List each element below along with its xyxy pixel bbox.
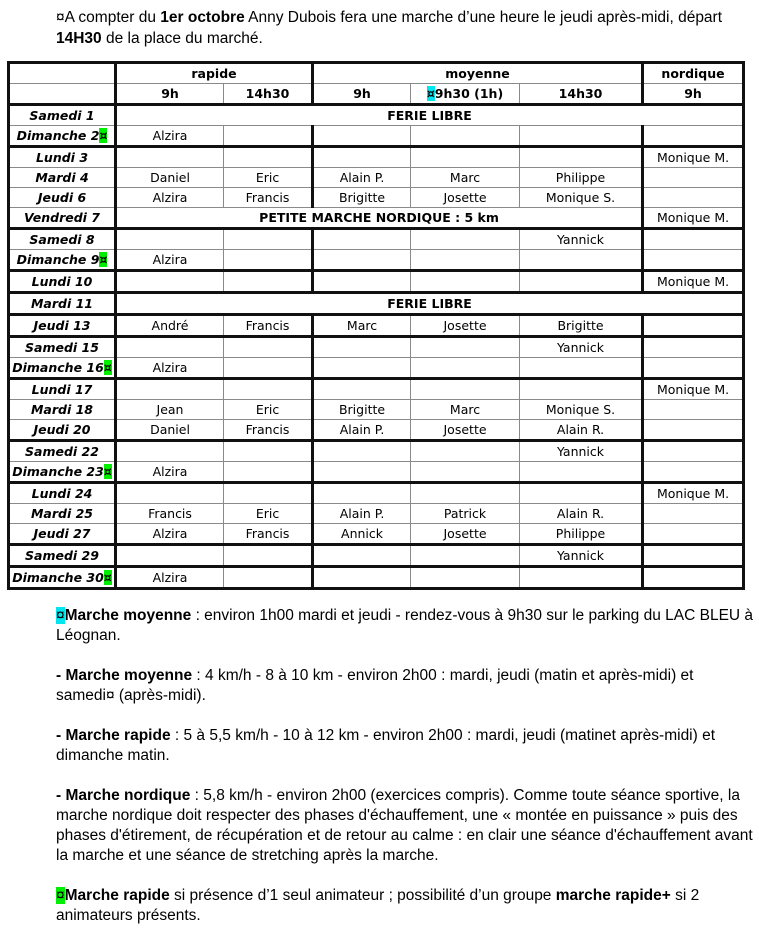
day-cell xyxy=(9,105,116,126)
leader-cell: Monique S. xyxy=(520,188,643,208)
table-row xyxy=(9,229,744,250)
time-header: 9h xyxy=(313,84,411,105)
leader-cell: André xyxy=(116,315,224,337)
leader-cell xyxy=(224,358,313,379)
leader-cell xyxy=(224,250,313,271)
intro-time: 14H30 xyxy=(56,30,102,47)
leader-cell: Yannick xyxy=(520,545,643,567)
day-cell xyxy=(9,567,116,589)
day-label: Lundi 17 xyxy=(31,382,93,397)
note-paragraph xyxy=(56,726,756,766)
leader-cell xyxy=(520,483,643,504)
leader-cell xyxy=(313,462,411,483)
mark-symbol: ¤ xyxy=(56,887,65,904)
day-cell xyxy=(9,337,116,358)
leader-cell: Philippe xyxy=(520,168,643,188)
table-row xyxy=(9,315,744,337)
table-row xyxy=(9,147,744,168)
leader-cell xyxy=(520,126,643,147)
time-header: 9h xyxy=(643,84,744,105)
leader-cell xyxy=(520,250,643,271)
day-label: Jeudi 13 xyxy=(33,318,91,333)
leader-cell: Eric xyxy=(224,168,313,188)
leader-cell xyxy=(411,379,520,400)
note-heading: marche rapide+ xyxy=(555,887,671,904)
leader-cell xyxy=(116,545,224,567)
mark-symbol: ¤ xyxy=(56,607,65,624)
note-heading: - Marche moyenne xyxy=(56,667,193,684)
leader-cell xyxy=(520,379,643,400)
group-header: rapide xyxy=(116,63,313,84)
leader-cell xyxy=(313,147,411,168)
leader-cell xyxy=(520,147,643,168)
day-cell xyxy=(9,358,116,379)
day-cell xyxy=(9,188,116,208)
table-row xyxy=(9,524,744,545)
day-cell xyxy=(9,462,116,483)
day-cell xyxy=(9,271,116,293)
mark-symbol: ¤ xyxy=(426,86,435,101)
table-row xyxy=(9,545,744,567)
day-cell xyxy=(9,483,116,504)
leader-cell: Monique M. xyxy=(643,208,744,229)
table-row xyxy=(9,337,744,358)
leader-cell: Alzira xyxy=(116,462,224,483)
leader-cell xyxy=(643,188,744,208)
table-row xyxy=(9,250,744,271)
leader-cell xyxy=(520,462,643,483)
leader-cell xyxy=(643,441,744,462)
leader-cell xyxy=(643,462,744,483)
leader-cell xyxy=(411,441,520,462)
day-cell xyxy=(9,229,116,250)
event-cell: PETITE MARCHE NORDIQUE : 5 km xyxy=(116,208,643,229)
note-text: : 5,8 km/h - environ 2h00 (exercices compris). Comme toute séance sportive, la marche nordique doit respecter des phases d'échauffement, une « montée en puissance » puis des phases d'étirement, de récupération et de retour au calme : en clair une séance d'échauffement avant la marche et une séance de stretching après la marche. xyxy=(56,787,753,864)
leader-cell: Jean xyxy=(116,400,224,420)
day-cell xyxy=(9,315,116,337)
leader-cell: Brigitte xyxy=(520,315,643,337)
note-paragraph xyxy=(56,886,756,926)
leader-cell xyxy=(116,483,224,504)
leader-cell: Alain P. xyxy=(313,504,411,524)
mark-symbol: ¤ xyxy=(103,570,112,585)
day-label: Mardi 4 xyxy=(35,170,89,185)
leader-cell xyxy=(411,545,520,567)
corner-cell xyxy=(9,84,116,105)
leader-cell: Eric xyxy=(224,504,313,524)
day-label: Lundi 3 xyxy=(35,150,89,165)
leader-cell: Francis xyxy=(224,420,313,441)
day-label: Mardi 18 xyxy=(30,402,94,417)
note-text: : environ 1h00 mardi et jeudi - rendez-vous à 9h30 sur le parking du LAC BLEU à Léognan. xyxy=(56,607,754,644)
time-header: 14h30 xyxy=(224,84,313,105)
day-cell xyxy=(9,524,116,545)
leader-cell xyxy=(643,250,744,271)
leader-cell xyxy=(313,271,411,293)
leader-cell xyxy=(116,441,224,462)
leader-cell xyxy=(520,567,643,589)
table-row xyxy=(9,462,744,483)
leader-cell xyxy=(643,400,744,420)
day-label: Samedi 8 xyxy=(29,232,95,247)
leader-cell xyxy=(643,126,744,147)
leader-cell: Alzira xyxy=(116,188,224,208)
leader-cell xyxy=(643,524,744,545)
leader-cell xyxy=(224,545,313,567)
leader-cell xyxy=(411,147,520,168)
leader-cell xyxy=(224,126,313,147)
leader-cell xyxy=(313,358,411,379)
corner-cell xyxy=(9,63,116,84)
mark-symbol: ¤ xyxy=(99,252,108,267)
day-cell xyxy=(9,147,116,168)
table-row xyxy=(9,168,744,188)
table-row xyxy=(9,567,744,589)
day-label: Dimanche 16 xyxy=(12,360,104,375)
note-paragraph xyxy=(56,786,756,866)
intro-text: A compter du xyxy=(64,9,161,26)
leader-cell: Josette xyxy=(411,188,520,208)
leader-cell xyxy=(643,229,744,250)
day-label: Jeudi 20 xyxy=(33,422,91,437)
leader-cell xyxy=(116,229,224,250)
note-heading: Marche rapide xyxy=(64,887,170,904)
day-label: Samedi 22 xyxy=(25,444,99,459)
leader-cell: Alzira xyxy=(116,524,224,545)
leader-cell: Josette xyxy=(411,420,520,441)
intro-text: Anny Dubois fera une marche d’une heure le jeudi après-midi, départ xyxy=(244,9,723,26)
leader-cell xyxy=(313,483,411,504)
leader-cell xyxy=(411,358,520,379)
leader-cell xyxy=(224,229,313,250)
time-header: 14h30 xyxy=(520,84,643,105)
mark-symbol: ¤ xyxy=(56,9,65,26)
day-label: Dimanche 2 xyxy=(16,128,100,143)
leader-cell xyxy=(411,337,520,358)
mark-symbol: ¤ xyxy=(103,464,112,479)
leader-cell: Monique M. xyxy=(643,379,744,400)
leader-cell xyxy=(520,358,643,379)
leader-cell xyxy=(116,337,224,358)
table-row xyxy=(9,293,744,315)
intro-text: de la place du marché. xyxy=(101,30,263,47)
table-row xyxy=(9,188,744,208)
leader-cell xyxy=(411,126,520,147)
day-label: Jeudi 27 xyxy=(33,526,91,541)
time-header-label: 9h30 (1h) xyxy=(434,86,504,101)
note-paragraph xyxy=(56,606,756,646)
day-cell xyxy=(9,504,116,524)
day-label: Samedi 29 xyxy=(25,548,99,563)
leader-cell xyxy=(643,358,744,379)
leader-cell: Brigitte xyxy=(313,400,411,420)
leader-cell: Brigitte xyxy=(313,188,411,208)
day-cell xyxy=(9,420,116,441)
leader-cell xyxy=(116,379,224,400)
leader-cell: Marc xyxy=(313,315,411,337)
leader-cell: Patrick xyxy=(411,504,520,524)
group-header: moyenne xyxy=(313,63,643,84)
leader-cell xyxy=(224,271,313,293)
mark-symbol: ¤ xyxy=(99,128,108,143)
leader-cell: Francis xyxy=(224,188,313,208)
table-row xyxy=(9,208,744,229)
leader-cell xyxy=(313,337,411,358)
leader-cell: Eric xyxy=(224,400,313,420)
leader-cell xyxy=(313,229,411,250)
leader-cell xyxy=(224,147,313,168)
leader-cell: Alain R. xyxy=(520,420,643,441)
leader-cell: Daniel xyxy=(116,168,224,188)
leader-cell xyxy=(411,483,520,504)
day-label: Lundi 10 xyxy=(31,274,93,289)
time-header xyxy=(411,84,520,105)
leader-cell: Yannick xyxy=(520,229,643,250)
time-header-row xyxy=(9,84,744,105)
leader-cell xyxy=(643,168,744,188)
day-cell xyxy=(9,379,116,400)
table-row xyxy=(9,420,744,441)
table-row xyxy=(9,126,744,147)
day-label: Samedi 15 xyxy=(25,340,99,355)
table-row xyxy=(9,441,744,462)
leader-cell xyxy=(313,545,411,567)
leader-cell: Annick xyxy=(313,524,411,545)
mark-symbol: ¤ xyxy=(103,360,112,375)
group-header-row xyxy=(9,63,744,84)
day-cell xyxy=(9,441,116,462)
table-row xyxy=(9,400,744,420)
table-row xyxy=(9,358,744,379)
leader-cell: Monique M. xyxy=(643,147,744,168)
table-row xyxy=(9,105,744,126)
leader-cell xyxy=(116,147,224,168)
holiday-cell: FERIE LIBRE xyxy=(116,293,744,315)
note-text: si 2 animateurs présents. xyxy=(56,887,700,924)
intro-date: 1er octobre xyxy=(160,9,245,26)
leader-cell xyxy=(643,315,744,337)
leader-cell: Alain R. xyxy=(520,504,643,524)
day-cell xyxy=(9,545,116,567)
group-header: nordique xyxy=(643,63,744,84)
leader-cell xyxy=(643,504,744,524)
leader-cell: Alain P. xyxy=(313,420,411,441)
day-cell xyxy=(9,208,116,229)
note-text: : 4 km/h - 8 à 10 km - environ 2h00 : mardi, jeudi (matin et après-midi) et samedi¤ (après-midi). xyxy=(56,667,694,704)
leader-cell xyxy=(411,250,520,271)
leader-cell: Josette xyxy=(411,315,520,337)
leader-cell xyxy=(643,420,744,441)
leader-cell: Marc xyxy=(411,168,520,188)
schedule-table xyxy=(7,61,745,590)
leader-cell xyxy=(313,567,411,589)
note-paragraph xyxy=(56,666,756,706)
day-label: Dimanche 23 xyxy=(12,464,104,479)
leader-cell: Josette xyxy=(411,524,520,545)
leader-cell: Alzira xyxy=(116,126,224,147)
note-heading: Marche moyenne xyxy=(64,607,192,624)
table-row xyxy=(9,379,744,400)
day-cell xyxy=(9,293,116,315)
table-row xyxy=(9,271,744,293)
leader-cell: Francis xyxy=(224,315,313,337)
note-text: si présence d’1 seul animateur ; possibilité d’un groupe xyxy=(169,887,556,904)
leader-cell xyxy=(313,250,411,271)
day-label: Samedi 1 xyxy=(29,108,95,123)
day-label: Vendredi 7 xyxy=(23,210,100,225)
holiday-cell: FERIE LIBRE xyxy=(116,105,744,126)
leader-cell xyxy=(224,379,313,400)
leader-cell xyxy=(116,271,224,293)
intro-paragraph xyxy=(56,7,756,49)
note-text: : 5 à 5,5 km/h - 10 à 12 km - environ 2h00 : mardi, jeudi (matinet après-midi) et dimanche matin. xyxy=(56,727,716,764)
note-heading: - Marche rapide xyxy=(56,727,171,744)
day-cell xyxy=(9,126,116,147)
day-label: Lundi 24 xyxy=(31,486,93,501)
leader-cell: Alzira xyxy=(116,250,224,271)
leader-cell: Francis xyxy=(224,524,313,545)
leader-cell: Alzira xyxy=(116,567,224,589)
leader-cell: Marc xyxy=(411,400,520,420)
leader-cell xyxy=(520,271,643,293)
day-cell xyxy=(9,400,116,420)
leader-cell: Monique M. xyxy=(643,483,744,504)
leader-cell xyxy=(224,567,313,589)
time-header: 9h xyxy=(116,84,224,105)
day-label: Dimanche 9 xyxy=(16,252,100,267)
leader-cell: Alain P. xyxy=(313,168,411,188)
leader-cell xyxy=(313,126,411,147)
leader-cell: Alzira xyxy=(116,358,224,379)
leader-cell: Francis xyxy=(116,504,224,524)
leader-cell xyxy=(411,567,520,589)
leader-cell xyxy=(643,337,744,358)
leader-cell xyxy=(224,441,313,462)
leader-cell xyxy=(313,441,411,462)
leader-cell xyxy=(411,462,520,483)
table-row xyxy=(9,483,744,504)
leader-cell: Philippe xyxy=(520,524,643,545)
day-label: Dimanche 30 xyxy=(12,570,104,585)
leader-cell xyxy=(224,462,313,483)
leader-cell: Monique S. xyxy=(520,400,643,420)
leader-cell xyxy=(411,271,520,293)
notes-section xyxy=(56,606,756,946)
table-row xyxy=(9,504,744,524)
leader-cell xyxy=(411,229,520,250)
day-label: Jeudi 6 xyxy=(37,190,87,205)
day-cell xyxy=(9,250,116,271)
leader-cell: Yannick xyxy=(520,337,643,358)
leader-cell: Daniel xyxy=(116,420,224,441)
leader-cell: Monique M. xyxy=(643,271,744,293)
day-label: Mardi 25 xyxy=(30,506,94,521)
note-heading: - Marche nordique xyxy=(56,787,191,804)
leader-cell: Yannick xyxy=(520,441,643,462)
leader-cell xyxy=(313,379,411,400)
day-cell xyxy=(9,168,116,188)
leader-cell xyxy=(224,337,313,358)
day-label: Mardi 11 xyxy=(30,296,94,311)
leader-cell xyxy=(643,545,744,567)
leader-cell xyxy=(643,567,744,589)
leader-cell xyxy=(224,483,313,504)
